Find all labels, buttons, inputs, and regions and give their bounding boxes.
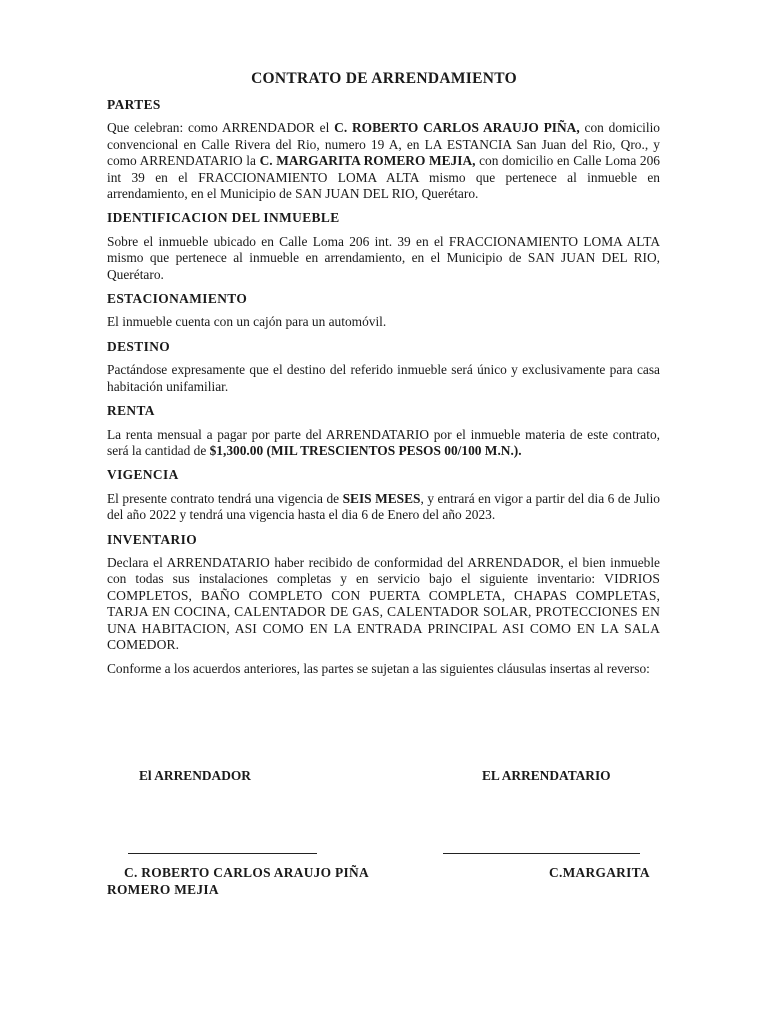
- arrendatario-signature-line: [443, 853, 640, 854]
- partes-text-3: con domicilio en Calle Loma 206 int 39 en el FRACCIONAMIENTO LOMA ALTA mismo que pertenece al inmueble en arrendamiento, en el Municipio de SAN JUAN DEL RIO, Querétaro.: [107, 153, 660, 202]
- heading-identificacion: IDENTIFICACION DEL INMUEBLE: [107, 210, 340, 226]
- vigencia-text-2: , y entrará en vigor a partir del dia 6 de Julio del año 2022 y tendrá una vigencia hasta el dia 6 de Enero del año 2023.: [107, 490, 660, 523]
- document-title: CONTRATO DE ARRENDAMIENTO: [251, 70, 517, 87]
- inventario-list: VIDRIOS COMPLETOS, BAÑO COMPLETO CON PUERTA COMPLETA, CHAPAS COMPLETAS, TARJA EN COCINA, CALENTADOR DE GAS, CALENTADOR SOLAR, PROTECCIONES EN UNA HABITACION, ASI COMO EN LA ENTRADA PRINCIPAL ASI COMO EN LA SALA COMEDOR.: [107, 571, 660, 652]
- renta-text: La renta mensual a pagar por parte del ARRENDATARIO por el inmueble materia de este contrato, será la cantidad de: [107, 426, 660, 458]
- paragraph-identificacion: Sobre el inmueble ubicado en Calle Loma 206 int. 39 en el FRACCIONAMIENTO LOMA ALTA mismo que pertenece al inmueble en arrendamiento, en el Municipio de SAN JUAN DEL RIO, Querétaro.: [107, 233, 660, 282]
- arrendador-signature-label: El ARRENDADOR: [139, 768, 251, 783]
- paragraph-estacionamiento: El inmueble cuenta con un cajón para un automóvil.: [107, 314, 387, 330]
- arrendatario-name-inline: C. MARGARITA ROMERO MEJIA,: [259, 153, 476, 169]
- vigencia-term: SEIS MESES: [342, 490, 421, 506]
- arrendatario-signature-name: C.MARGARITA: [549, 865, 650, 880]
- heading-destino: DESTINO: [107, 338, 171, 354]
- arrendador-name-inline: C. ROBERTO CARLOS ARAUJO PIÑA,: [334, 120, 580, 136]
- paragraph-conforme: Conforme a los acuerdos anteriores, las partes se sujetan a las siguientes cláusulas insertas al reverso:: [107, 661, 650, 677]
- heading-vigencia: VIGENCIA: [107, 467, 179, 483]
- inventario-text: Declara el ARRENDATARIO haber recibido de conformidad del ARRENDADOR, el bien inmueble con todas sus instalaciones completas y en servicio bajo el siguiente inventario:: [107, 554, 660, 587]
- heading-inventario: INVENTARIO: [107, 531, 198, 547]
- renta-amount: $1,300.00 (MIL TRESCIENTOS PESOS 00/100 M.N.).: [209, 442, 522, 458]
- paragraph-inventario: [107, 555, 660, 653]
- arrendatario-signature-name-cont: ROMERO MEJIA: [107, 882, 219, 897]
- heading-estacionamiento: ESTACIONAMIENTO: [107, 291, 248, 307]
- paragraph-renta: [107, 427, 660, 460]
- arrendatario-signature-label: EL ARRENDATARIO: [482, 768, 611, 783]
- partes-text-2: con domicilio convencional en Calle Rivera del Rio, numero 19 A, en LA ESTANCIA San Juan del Rio, Qro., y como ARRENDATARIO la: [107, 120, 660, 169]
- heading-renta: RENTA: [107, 403, 155, 419]
- arrendador-signature-line: [128, 853, 317, 854]
- partes-text-1: Que celebran: como ARRENDADOR el: [107, 120, 335, 136]
- paragraph-destino: Pactándose expresamente que el destino del referido inmueble será único y exclusivamente para casa habitación unifamiliar.: [107, 362, 660, 394]
- vigencia-text-1: El presente contrato tendrá una vigencia de: [107, 490, 343, 506]
- arrendador-signature-name: C. ROBERTO CARLOS ARAUJO PIÑA: [124, 865, 369, 880]
- paragraph-vigencia: [107, 491, 660, 524]
- paragraph-partes: [107, 120, 660, 202]
- heading-partes: PARTES: [107, 97, 161, 112]
- contract-body: [107, 97, 660, 686]
